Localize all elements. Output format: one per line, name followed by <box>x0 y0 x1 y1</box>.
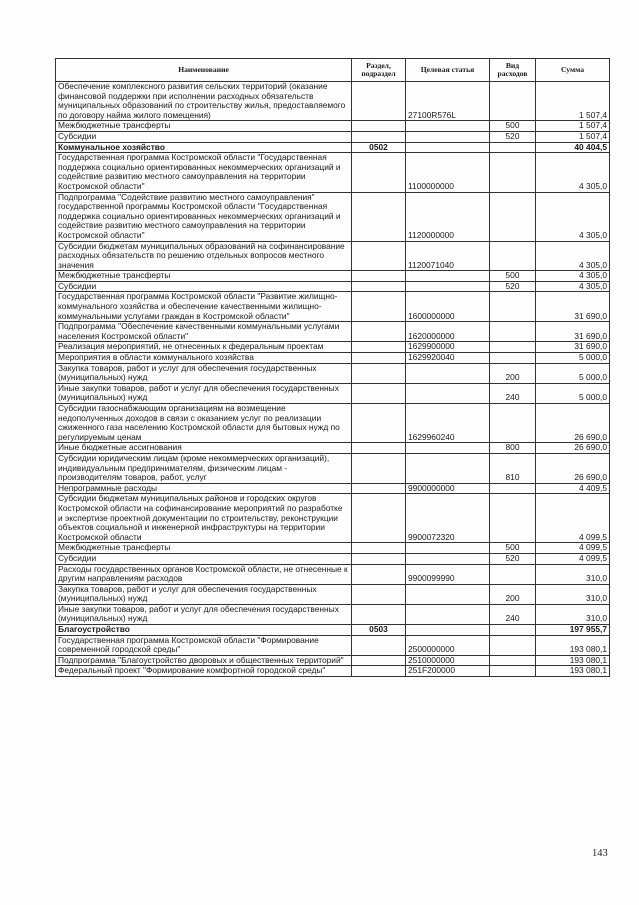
cell-section <box>352 584 406 604</box>
cell-type <box>490 342 536 353</box>
cell-name: Обеспечение комплексного развития сельских территорий (оказание финансовой поддержки при исполнении расходных обязательств муниципальных образований по строительству жилья, предоставляемого по договору найма жилого помещения) <box>56 82 352 121</box>
cell-sum: 1 507,4 <box>536 121 610 132</box>
cell-sum: 4 099,5 <box>536 553 610 564</box>
cell-section <box>352 655 406 666</box>
table-row <box>56 483 610 494</box>
cell-sum: 26 690,0 <box>536 443 610 454</box>
cell-target <box>406 625 490 636</box>
cell-name: Расходы государственных органов Костромской области, не отнесенные к другим направлениям расходов <box>56 564 352 584</box>
header-type: Вид расходов <box>490 59 536 82</box>
cell-section <box>352 192 406 241</box>
cell-sum: 4 305,0 <box>536 192 610 241</box>
cell-name: Государственная программа Костромской области "Развитие жилищно-коммунального хозяйства и обеспечение качественными жилищно-коммунальными услугами граждан в Костромской области" <box>56 292 352 322</box>
cell-name: Подпрограмма "Благоустройство дворовых и общественных территорий" <box>56 655 352 666</box>
cell-type: 200 <box>490 363 536 383</box>
cell-type <box>490 635 536 655</box>
cell-type: 500 <box>490 271 536 282</box>
cell-type <box>490 666 536 677</box>
header-section: Раздел, подраздел <box>352 59 406 82</box>
cell-name: Коммунальное хозяйство <box>56 142 352 153</box>
cell-target: 1620000000 <box>406 322 490 342</box>
cell-section: 0502 <box>352 142 406 153</box>
page-number: 143 <box>592 848 608 859</box>
table-row <box>56 121 610 132</box>
cell-section <box>352 564 406 584</box>
cell-sum: 40 404,5 <box>536 142 610 153</box>
cell-type <box>490 82 536 121</box>
cell-type <box>490 625 536 636</box>
cell-target: 27100R576L <box>406 82 490 121</box>
cell-sum: 193 080,1 <box>536 666 610 677</box>
cell-target <box>406 383 490 403</box>
cell-sum: 26 690,0 <box>536 404 610 443</box>
cell-sum: 310,0 <box>536 584 610 604</box>
cell-sum: 4 305,0 <box>536 241 610 271</box>
cell-target <box>406 584 490 604</box>
cell-sum: 4 305,0 <box>536 153 610 192</box>
cell-target: 1100000000 <box>406 153 490 192</box>
cell-name: Иные закупки товаров, работ и услуг для обеспечения государственных (муниципальных) нужд <box>56 383 352 403</box>
cell-type: 520 <box>490 281 536 292</box>
header-name: Наименование <box>56 59 352 82</box>
cell-target: 251F200000 <box>406 666 490 677</box>
cell-section <box>352 131 406 142</box>
cell-name: Субсидии <box>56 131 352 142</box>
cell-type: 800 <box>490 443 536 454</box>
cell-name: Субсидии бюджетам муниципальных образований на софинансирование расходных обязательств по решению отдельных вопросов местного значения <box>56 241 352 271</box>
table-row <box>56 404 610 443</box>
cell-sum: 310,0 <box>536 564 610 584</box>
cell-type <box>490 655 536 666</box>
cell-sum: 4 305,0 <box>536 281 610 292</box>
table-row <box>56 131 610 142</box>
table-row <box>56 342 610 353</box>
table-row <box>56 564 610 584</box>
cell-section <box>352 604 406 624</box>
cell-type: 200 <box>490 584 536 604</box>
cell-sum: 1 507,4 <box>536 82 610 121</box>
cell-target <box>406 543 490 554</box>
cell-sum: 1 507,4 <box>536 131 610 142</box>
cell-type: 240 <box>490 383 536 403</box>
cell-section <box>352 453 406 483</box>
table-row <box>56 153 610 192</box>
table-row <box>56 271 610 282</box>
table-row <box>56 543 610 554</box>
table-row <box>56 192 610 241</box>
cell-target <box>406 142 490 153</box>
table-row <box>56 383 610 403</box>
cell-section <box>352 292 406 322</box>
cell-sum: 193 080,1 <box>536 635 610 655</box>
cell-sum: 5 000,0 <box>536 383 610 403</box>
table-row <box>56 453 610 483</box>
table-row <box>56 443 610 454</box>
cell-name: Иные закупки товаров, работ и услуг для обеспечения государственных (муниципальных) нужд <box>56 604 352 624</box>
table-row <box>56 142 610 153</box>
cell-name: Иные бюджетные ассигнования <box>56 443 352 454</box>
table-row <box>56 322 610 342</box>
cell-type <box>490 564 536 584</box>
cell-sum: 4 409,5 <box>536 483 610 494</box>
cell-section: 0503 <box>352 625 406 636</box>
cell-sum: 31 690,0 <box>536 292 610 322</box>
cell-sum: 26 690,0 <box>536 453 610 483</box>
cell-name: Субсидии газоснабжающим организациям на возмещение недополученных доходов в связи с оказанием услуг по реализации сжиженного газа населению Костромской области для бытовых нужд по регулируемым ценам <box>56 404 352 443</box>
cell-type: 240 <box>490 604 536 624</box>
cell-sum: 4 305,0 <box>536 271 610 282</box>
cell-name: Государственная программа Костромской области "Формирование современной городской среды" <box>56 635 352 655</box>
cell-name: Реализация мероприятий, не отнесенных к федеральным проектам <box>56 342 352 353</box>
cell-name: Закупка товаров, работ и услуг для обеспечения государственных (муниципальных) нужд <box>56 584 352 604</box>
cell-section <box>352 483 406 494</box>
cell-target <box>406 271 490 282</box>
cell-type <box>490 241 536 271</box>
cell-section <box>352 121 406 132</box>
cell-name: Подпрограмма "Обеспечение качественными коммунальными услугами населения Костромской области" <box>56 322 352 342</box>
cell-type <box>490 142 536 153</box>
header-target: Целевая статья <box>406 59 490 82</box>
cell-target: 1120071040 <box>406 241 490 271</box>
cell-name: Межбюджетные трансферты <box>56 121 352 132</box>
table-row <box>56 604 610 624</box>
cell-name: Благоустройство <box>56 625 352 636</box>
cell-name: Подпрограмма "Содействие развитию местного самоуправления" государственной программы Костромской области "Государственная поддержка социально ориентированных некоммерческих организаций и содействие развитию местного самоуправления на территории Костромской области" <box>56 192 352 241</box>
cell-sum: 5 000,0 <box>536 353 610 364</box>
cell-target <box>406 121 490 132</box>
cell-section <box>352 153 406 192</box>
cell-type: 500 <box>490 543 536 554</box>
cell-type <box>490 483 536 494</box>
cell-section <box>352 404 406 443</box>
table-row <box>56 281 610 292</box>
table-row <box>56 635 610 655</box>
table-body <box>56 82 610 677</box>
cell-name: Закупка товаров, работ и услуг для обеспечения государственных (муниципальных) нужд <box>56 363 352 383</box>
cell-name: Мероприятия в области коммунального хозяйства <box>56 353 352 364</box>
table-row <box>56 655 610 666</box>
cell-section <box>352 553 406 564</box>
table-row <box>56 553 610 564</box>
cell-name: Непрограммные расходы <box>56 483 352 494</box>
table-row <box>56 82 610 121</box>
table-row <box>56 666 610 677</box>
cell-type <box>490 192 536 241</box>
cell-name: Федеральный проект "Формирование комфортной городской среды" <box>56 666 352 677</box>
cell-section <box>352 543 406 554</box>
cell-section <box>352 353 406 364</box>
cell-type <box>490 322 536 342</box>
cell-name: Государственная программа Костромской области "Государственная поддержка социально ориентированных некоммерческих организаций и содействие развитию местного самоуправления на территории Костромской области" <box>56 153 352 192</box>
cell-sum: 31 690,0 <box>536 322 610 342</box>
cell-sum: 4 099,5 <box>536 494 610 543</box>
cell-target: 9900000000 <box>406 483 490 494</box>
cell-target: 9900072320 <box>406 494 490 543</box>
cell-sum: 197 955,7 <box>536 625 610 636</box>
cell-target: 1629960240 <box>406 404 490 443</box>
cell-target: 1629920040 <box>406 353 490 364</box>
cell-type: 520 <box>490 131 536 142</box>
cell-section <box>352 82 406 121</box>
cell-target: 1600000000 <box>406 292 490 322</box>
cell-target <box>406 281 490 292</box>
table-row <box>56 241 610 271</box>
cell-type <box>490 404 536 443</box>
cell-target <box>406 604 490 624</box>
cell-name: Межбюджетные трансферты <box>56 543 352 554</box>
cell-sum: 193 080,1 <box>536 655 610 666</box>
cell-name: Субсидии <box>56 553 352 564</box>
cell-name: Субсидии юридическим лицам (кроме некоммерческих организаций), индивидуальным предпринимателям, физическим лицам - производителям товаров, работ, услуг <box>56 453 352 483</box>
cell-target <box>406 131 490 142</box>
cell-target <box>406 363 490 383</box>
cell-section <box>352 666 406 677</box>
header-sum: Сумма <box>536 59 610 82</box>
budget-table <box>55 58 610 677</box>
table-row <box>56 292 610 322</box>
cell-target <box>406 553 490 564</box>
cell-name: Субсидии бюджетам муниципальных районов и городских округов Костромской области на софинансирование мероприятий по разработке и экспертизе проектной документации по строительству, реконструкции объектов социальной и инженерной инфраструктуры на территории Костромской области <box>56 494 352 543</box>
cell-target <box>406 453 490 483</box>
table-header-row <box>56 59 610 82</box>
cell-target <box>406 443 490 454</box>
cell-type <box>490 353 536 364</box>
cell-section <box>352 443 406 454</box>
cell-target: 1629900000 <box>406 342 490 353</box>
cell-name: Межбюджетные трансферты <box>56 271 352 282</box>
cell-target: 2500000000 <box>406 635 490 655</box>
cell-section <box>352 241 406 271</box>
cell-type: 500 <box>490 121 536 132</box>
cell-type <box>490 153 536 192</box>
cell-section <box>352 322 406 342</box>
cell-section <box>352 281 406 292</box>
table-row <box>56 584 610 604</box>
cell-target: 1120000000 <box>406 192 490 241</box>
cell-sum: 4 099,5 <box>536 543 610 554</box>
cell-type <box>490 494 536 543</box>
table-row <box>56 363 610 383</box>
table-row <box>56 494 610 543</box>
cell-name: Субсидии <box>56 281 352 292</box>
cell-target: 2510000000 <box>406 655 490 666</box>
cell-type: 810 <box>490 453 536 483</box>
cell-sum: 31 690,0 <box>536 342 610 353</box>
cell-target: 9900099990 <box>406 564 490 584</box>
cell-section <box>352 271 406 282</box>
cell-type <box>490 292 536 322</box>
cell-type: 520 <box>490 553 536 564</box>
table-row <box>56 625 610 636</box>
cell-section <box>352 363 406 383</box>
cell-section <box>352 383 406 403</box>
cell-sum: 310,0 <box>536 604 610 624</box>
cell-section <box>352 635 406 655</box>
table-row <box>56 353 610 364</box>
cell-sum: 5 000,0 <box>536 363 610 383</box>
cell-section <box>352 494 406 543</box>
cell-section <box>352 342 406 353</box>
